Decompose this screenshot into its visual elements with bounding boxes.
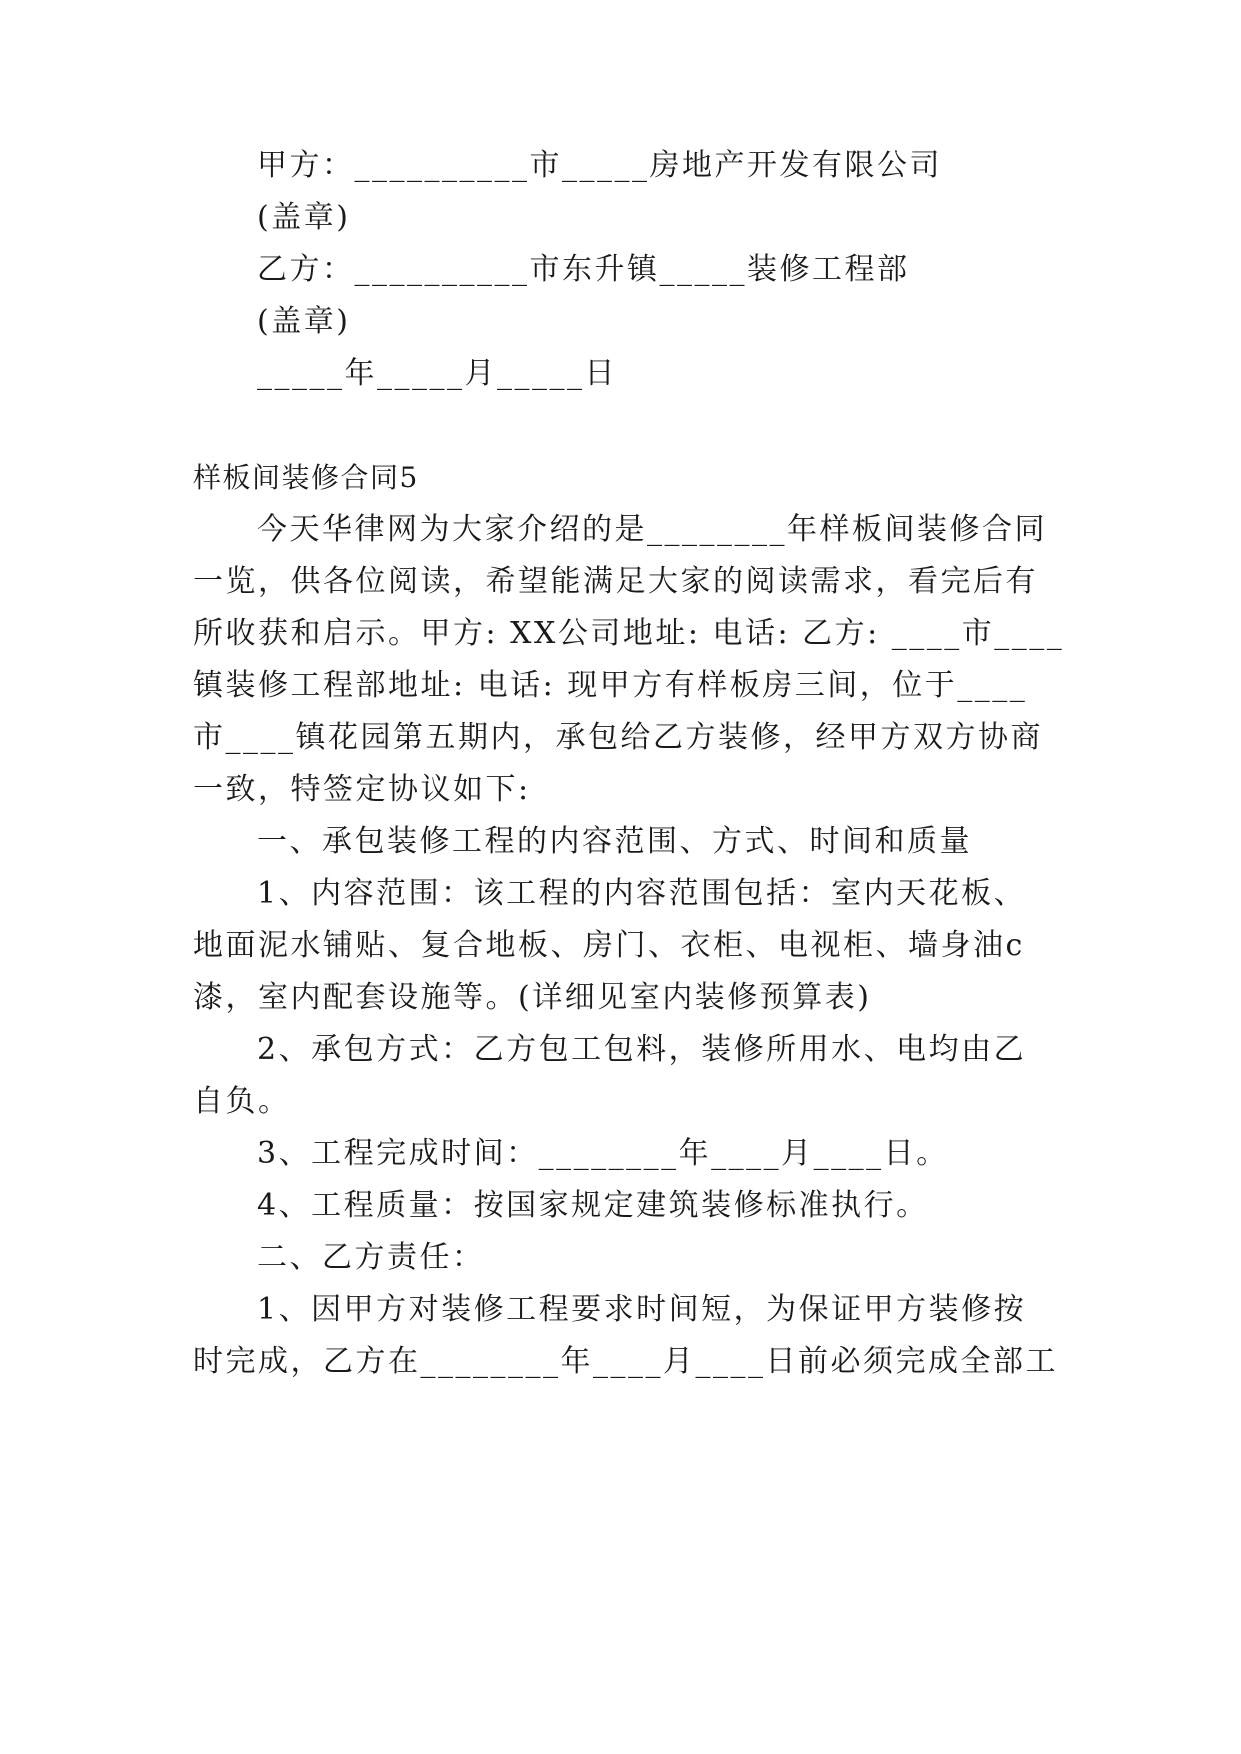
section-title: 样板间装修合同5 — [193, 461, 419, 494]
party-b-seal: (盖章) — [257, 304, 351, 339]
paragraph-line: 1、内容范围：该工程的内容范围包括：室内天花板、 — [257, 876, 1027, 911]
signature-date: _____年_____月_____日 — [257, 356, 617, 391]
paragraph-line: 漆，室内配套设施等。(详细见室内装修预算表) — [193, 980, 872, 1015]
paragraph-line: 3、工程完成时间：________年____月____日。 — [257, 1136, 949, 1171]
party-b-line: 乙方：__________市东升镇_____装修工程部 — [257, 252, 910, 287]
paragraph-line: 一致，特签定协议如下: — [193, 772, 531, 807]
paragraph-line: 自负。 — [193, 1084, 291, 1119]
paragraph-line: 2、承包方式：乙方包工包料，装修所用水、电均由乙 — [257, 1032, 1027, 1067]
paragraph-line: 所收获和启示。甲方: XX公司地址: 电话: 乙方: ____市____ — [193, 616, 1065, 651]
paragraph-line: 一览，供各位阅读，希望能满足大家的阅读需求，看完后有 — [193, 564, 1038, 599]
clause-heading: 二、乙方责任： — [257, 1240, 485, 1275]
party-a-line: 甲方：__________市_____房地产开发有限公司 — [257, 148, 942, 183]
paragraph-line: 1、因甲方对装修工程要求时间短，为保证甲方装修按 — [257, 1292, 1027, 1327]
paragraph-line: 市____镇花园第五期内，承包给乙方装修，经甲方双方协商 — [193, 720, 1043, 755]
paragraph-line: 4、工程质量：按国家规定建筑装修标准执行。 — [257, 1188, 929, 1223]
paragraph-line: 地面泥水铺贴、复合地板、房门、衣柜、电视柜、墙身油c — [193, 928, 1025, 963]
paragraph-line: 时完成，乙方在________年____月____日前必须完成全部工 — [193, 1344, 1058, 1379]
party-a-seal: (盖章) — [257, 200, 351, 235]
clause-heading: 一、承包装修工程的内容范围、方式、时间和质量 — [257, 824, 972, 859]
paragraph-line: 今天华律网为大家介绍的是________年样板间装修合同 — [257, 512, 1047, 547]
paragraph-line: 镇装修工程部地址: 电话: 现甲方有样板房三间，位于____ — [193, 668, 1028, 703]
